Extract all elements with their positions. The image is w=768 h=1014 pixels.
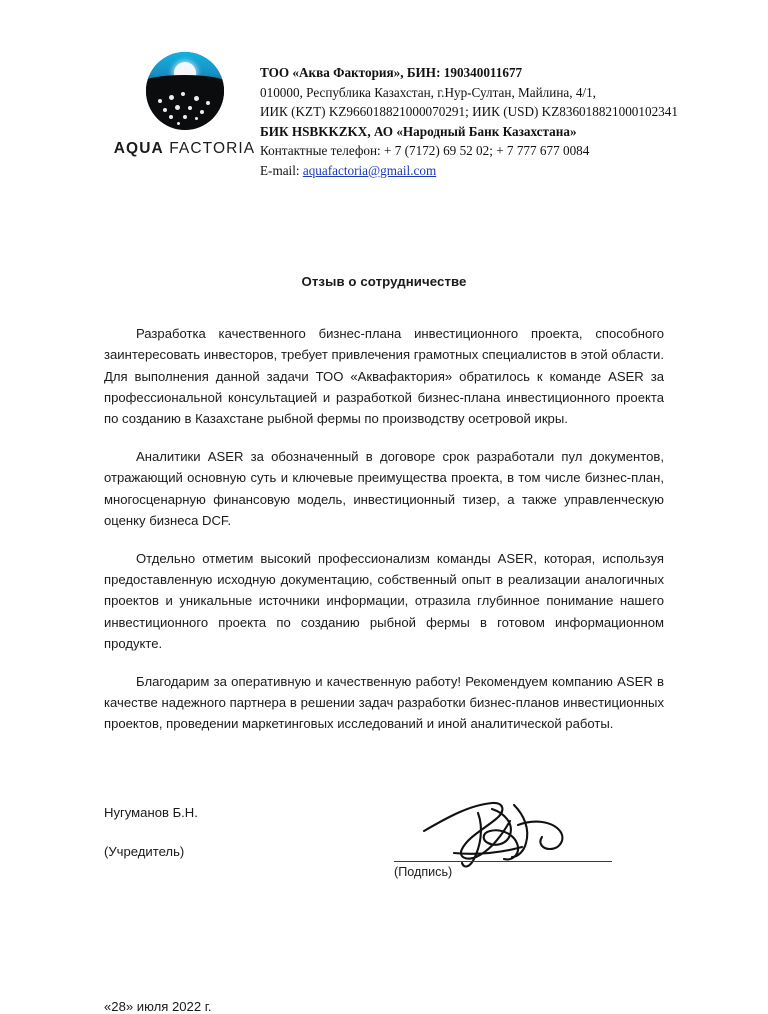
paragraph: Отдельно отметим высокий профессионализм команды ASER, которая, используя предоставленную исходную документацию, собственный опыт в реализации аналогичных проектов и уникальные источники информации, отразила глубинное понимание нашего инвестиционного проекта по созданию рыбной фермы в готовом информационном продукте. (104, 551, 664, 651)
document-body (104, 323, 664, 734)
company-details (260, 52, 678, 180)
aqua-factoria-circle-logo (146, 52, 224, 130)
signature-block (104, 803, 664, 953)
logo-water (146, 82, 224, 130)
logo-wordmark-aqua: AQUA (113, 140, 164, 157)
signature-line (394, 861, 612, 862)
letterhead (0, 0, 768, 180)
signer-name: Нугуманов Б.Н. (104, 804, 198, 820)
logo-bubbles (146, 82, 224, 130)
email-link[interactable]: aquafactoria@gmail.com (302, 162, 437, 178)
company-logo (112, 52, 257, 158)
page-title: Отзыв о сотрудничестве (301, 274, 467, 290)
company-name-line: ТОО «Аква Фактория», БИН: 190340011677 (260, 65, 523, 80)
logo-wordmark-factoria: FACTORIA (169, 140, 256, 157)
company-bank-line: БИК HSBKKZKX, АО «Народный Банк Казахстана» (260, 123, 577, 139)
logo-wordmark (114, 140, 256, 158)
company-accounts-line: ИИК (KZT) KZ966018821000070291; ИИК (USD) KZ836018821000102341 (260, 104, 678, 120)
phone-value: + 7 (7172) 69 52 02; + 7 777 677 0084 (384, 143, 590, 159)
phone-label: Контактные телефон: (260, 143, 381, 159)
signature-caption: (Подпись) (394, 864, 453, 879)
company-email-line (260, 161, 678, 181)
email-label: E-mail: (260, 162, 300, 178)
paragraph: Благодарим за оперативную и качественную работу! Рекомендуем компанию ASER в качестве надежного партнера в решении задач разработки бизнес-планов инвестиционных проектов, проведении маркетинговых исследований и иной аналитической работы. (104, 674, 664, 732)
paragraph: Аналитики ASER за обозначенный в договоре срок разработали пул документов, отражающий основную суть и ключевые преимущества проекта, в том числе бизнес-план, многосценарную финансовую модель, инвестиционный тизер, а также управленческую оценку бизнеса DCF. (104, 449, 664, 528)
signer-role: (Учредитель) (104, 843, 185, 859)
paragraph: Разработка качественного бизнес-плана инвестиционного проекта, способного заинтересовать инвесторов, требует привлечения грамотных специалистов в этой области. Для выполнения данной задачи ТОО «Аквафактория» обратилось к команде ASER за профессиональной консультацией и разработкой бизнес-плана инвестиционного проекта по созданию в Казахстане рыбной фермы по производству осетровой икры. (104, 326, 664, 426)
document-date: «28» июля 2022 г. (104, 998, 212, 1014)
company-phone-line (260, 141, 678, 161)
company-address-line: 010000, Республика Казахстан, г.Нур-Султан, Майлина, 4/1, (260, 84, 596, 100)
